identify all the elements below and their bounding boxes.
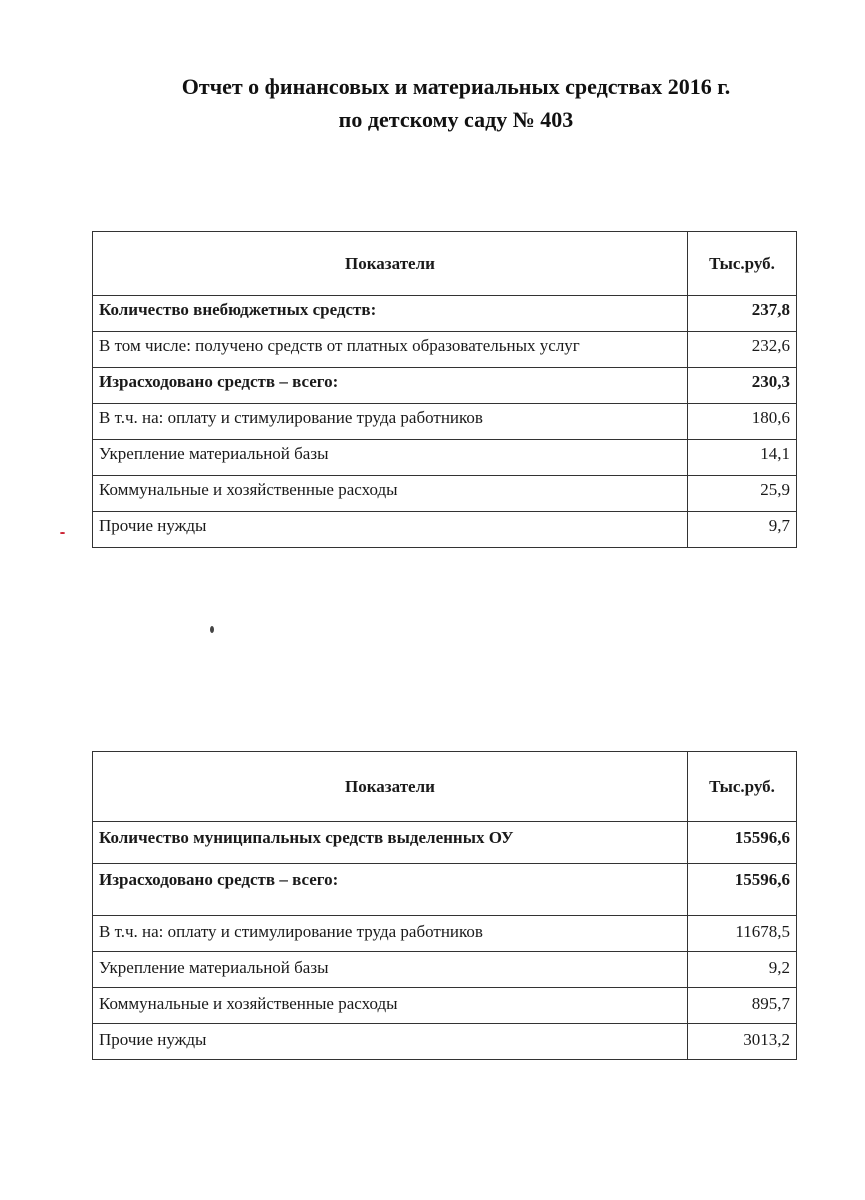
table-row <box>93 988 797 1024</box>
row-label: В том числе: получено средств от платных образовательных услуг <box>93 332 688 368</box>
row-value: 3013,2 <box>688 1024 797 1060</box>
extrabudgetary-funds-table <box>92 231 797 548</box>
column-header-amount: Тыс.руб. <box>688 752 797 822</box>
column-header-amount: Тыс.руб. <box>688 232 797 296</box>
table-row <box>93 368 797 404</box>
row-value: 180,6 <box>688 404 797 440</box>
table-header-row <box>93 752 797 822</box>
row-label: В т.ч. на: оплату и стимулирование труда работников <box>93 404 688 440</box>
row-value: 895,7 <box>688 988 797 1024</box>
table-row <box>93 864 797 916</box>
row-value: 14,1 <box>688 440 797 476</box>
column-header-indicators: Показатели <box>93 752 688 822</box>
row-label: Количество внебюджетных средств: <box>93 296 688 332</box>
row-label: Укрепление материальной базы <box>93 440 688 476</box>
table-row <box>93 440 797 476</box>
table-header-row <box>93 232 797 296</box>
row-value: 15596,6 <box>688 864 797 916</box>
row-value: 9,2 <box>688 952 797 988</box>
table-row <box>93 512 797 548</box>
table-row <box>93 1024 797 1060</box>
row-label: Израсходовано средств – всего: <box>93 864 688 916</box>
table-row <box>93 296 797 332</box>
municipal-funds-table <box>92 751 797 1060</box>
title-line-1: Отчет о финансовых и материальных средствах 2016 г. <box>181 74 731 99</box>
row-value: 15596,6 <box>688 822 797 864</box>
title-line-2: по детскому саду № 403 <box>338 107 574 132</box>
row-label: Коммунальные и хозяйственные расходы <box>93 476 688 512</box>
row-value: 9,7 <box>688 512 797 548</box>
table-row <box>93 952 797 988</box>
table-row <box>93 332 797 368</box>
scan-speck <box>60 532 65 534</box>
row-value: 237,8 <box>688 296 797 332</box>
row-value: 232,6 <box>688 332 797 368</box>
row-value: 11678,5 <box>688 916 797 952</box>
page-title <box>0 70 865 136</box>
table-row <box>93 476 797 512</box>
row-value: 230,3 <box>688 368 797 404</box>
table-row <box>93 916 797 952</box>
row-label: Прочие нужды <box>93 512 688 548</box>
row-label: Количество муниципальных средств выделенных ОУ <box>93 822 688 864</box>
row-value: 25,9 <box>688 476 797 512</box>
row-label: Прочие нужды <box>93 1024 688 1060</box>
table-row <box>93 822 797 864</box>
row-label: Израсходовано средств – всего: <box>93 368 688 404</box>
row-label: В т.ч. на: оплату и стимулирование труда работников <box>93 916 688 952</box>
row-label: Укрепление материальной базы <box>93 952 688 988</box>
row-label: Коммунальные и хозяйственные расходы <box>93 988 688 1024</box>
column-header-indicators: Показатели <box>93 232 688 296</box>
scan-speck <box>210 626 214 633</box>
table-row <box>93 404 797 440</box>
